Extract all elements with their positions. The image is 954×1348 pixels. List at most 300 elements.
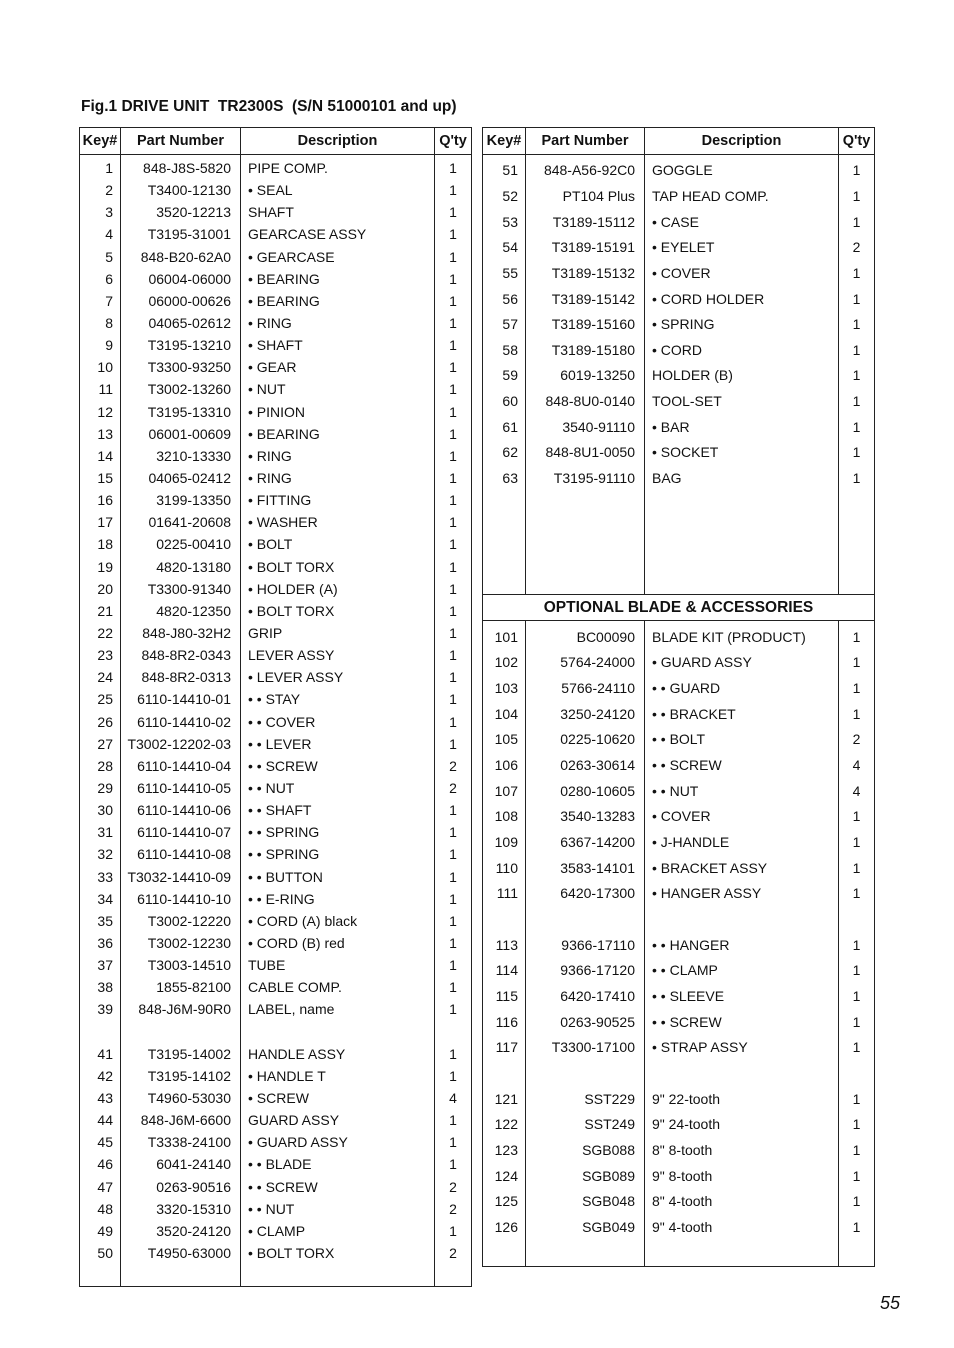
part-number-cell: SGB088: [526, 1137, 645, 1163]
key-cell: 103: [483, 675, 526, 701]
part-number-cell: T3189-15132: [526, 260, 645, 286]
qty-cell: 1: [839, 311, 875, 337]
key-cell: 2: [80, 179, 121, 201]
part-number-cell: T3189-15160: [526, 311, 645, 337]
key-cell: 117: [483, 1034, 526, 1060]
part-number-cell: [526, 906, 645, 932]
description-cell: • • SCREW: [645, 1009, 839, 1035]
table-row: [80, 910, 472, 932]
part-number-cell: 6110-14410-02: [121, 711, 241, 733]
description-cell: • BAR: [645, 414, 839, 440]
part-number-cell: 0225-10620: [526, 727, 645, 753]
filler-cell: [435, 1264, 472, 1287]
key-cell: 35: [80, 910, 121, 932]
table-row: [483, 414, 875, 440]
table-row: [80, 268, 472, 290]
qty-cell: 1: [839, 465, 875, 491]
table-row: [483, 1009, 875, 1035]
description-cell: LEVER ASSY: [241, 644, 435, 666]
description-cell: HOLDER (B): [645, 363, 839, 389]
qty-cell: 1: [435, 378, 472, 400]
part-number-cell: 3250-24120: [526, 701, 645, 727]
key-cell: [483, 906, 526, 932]
description-cell: • GEAR: [241, 356, 435, 378]
part-number-cell: 6110-14410-07: [121, 821, 241, 843]
key-cell: 125: [483, 1188, 526, 1214]
qty-cell: 1: [839, 414, 875, 440]
key-cell: 12: [80, 401, 121, 423]
part-number-cell: SST249: [526, 1111, 645, 1137]
part-number-cell: 6110-14410-08: [121, 843, 241, 865]
part-number-cell: 848-J80-32H2: [121, 622, 241, 644]
key-cell: 7: [80, 290, 121, 312]
description-cell: • J-HANDLE: [645, 829, 839, 855]
description-cell: • BEARING: [241, 268, 435, 290]
table-row: [80, 733, 472, 755]
header-qty: Q'ty: [839, 128, 875, 155]
table-row: [80, 1198, 472, 1220]
description-cell: 9" 4-tooth: [645, 1214, 839, 1240]
key-cell: 122: [483, 1111, 526, 1137]
part-number-cell: SGB089: [526, 1163, 645, 1189]
qty-cell: 1: [435, 201, 472, 223]
table-row: [80, 1043, 472, 1065]
description-cell: 8" 4-tooth: [645, 1188, 839, 1214]
part-number-cell: 0263-30614: [526, 752, 645, 778]
qty-cell: 4: [839, 778, 875, 804]
part-number-cell: [526, 1060, 645, 1086]
filler-cell: [839, 1240, 875, 1267]
qty-cell: 1: [839, 388, 875, 414]
key-cell: [483, 491, 526, 517]
key-cell: 48: [80, 1198, 121, 1220]
table-row: [80, 533, 472, 555]
qty-cell: 1: [435, 843, 472, 865]
parts-table-right: [482, 127, 875, 1267]
description-cell: • RING: [241, 467, 435, 489]
table-row: [483, 1034, 875, 1060]
table-row: [483, 337, 875, 363]
key-cell: 1: [80, 155, 121, 180]
part-number-cell: PT104 Plus: [526, 183, 645, 209]
part-number-cell: T3400-12130: [121, 179, 241, 201]
description-cell: 9" 24-tooth: [645, 1111, 839, 1137]
qty-cell: 1: [839, 829, 875, 855]
key-cell: 57: [483, 311, 526, 337]
key-cell: 38: [80, 976, 121, 998]
qty-cell: 1: [435, 821, 472, 843]
qty-cell: 1: [839, 650, 875, 676]
key-cell: 114: [483, 957, 526, 983]
qty-cell: 1: [839, 1034, 875, 1060]
description-cell: CABLE COMP.: [241, 976, 435, 998]
key-cell: 46: [80, 1153, 121, 1175]
qty-cell: 1: [839, 1111, 875, 1137]
header-key: Key#: [483, 128, 526, 155]
qty-cell: 1: [435, 888, 472, 910]
key-cell: 33: [80, 866, 121, 888]
part-number-cell: 6367-14200: [526, 829, 645, 855]
description-cell: • SHAFT: [241, 334, 435, 356]
qty-cell: 1: [839, 260, 875, 286]
part-number-cell: T3195-91110: [526, 465, 645, 491]
table-header: [483, 128, 875, 155]
part-number-cell: 6110-14410-10: [121, 888, 241, 910]
qty-cell: [839, 517, 875, 543]
description-cell: • GUARD ASSY: [645, 650, 839, 676]
description-cell: [645, 1060, 839, 1086]
part-number-cell: 848-B20-62A0: [121, 246, 241, 268]
qty-cell: 1: [839, 155, 875, 184]
key-cell: 34: [80, 888, 121, 910]
table-row: [483, 621, 875, 650]
qty-cell: 1: [435, 489, 472, 511]
table-row: [483, 155, 875, 184]
part-number-cell: T4950-63000: [121, 1242, 241, 1264]
description-cell: • • BUTTON: [241, 866, 435, 888]
key-cell: 9: [80, 334, 121, 356]
key-cell: 101: [483, 621, 526, 650]
key-cell: 23: [80, 644, 121, 666]
part-number-cell: T3195-13210: [121, 334, 241, 356]
qty-cell: 1: [435, 578, 472, 600]
key-cell: 43: [80, 1087, 121, 1109]
description-cell: • RING: [241, 445, 435, 467]
table-row: [483, 286, 875, 312]
table-row: [483, 440, 875, 466]
description-cell: • CORD (A) black: [241, 910, 435, 932]
qty-cell: 2: [839, 727, 875, 753]
qty-cell: 1: [435, 312, 472, 334]
key-cell: 56: [483, 286, 526, 312]
part-number-cell: 06001-00609: [121, 423, 241, 445]
key-cell: 42: [80, 1065, 121, 1087]
qty-cell: 1: [435, 644, 472, 666]
part-number-cell: SGB049: [526, 1214, 645, 1240]
part-number-cell: 0263-90525: [526, 1009, 645, 1035]
key-cell: 41: [80, 1043, 121, 1065]
qty-cell: 1: [839, 440, 875, 466]
description-cell: GRIP: [241, 622, 435, 644]
qty-cell: 1: [435, 1220, 472, 1242]
qty-cell: 1: [435, 998, 472, 1020]
part-number-cell: 848-8R2-0313: [121, 666, 241, 688]
key-cell: 109: [483, 829, 526, 855]
qty-cell: 1: [435, 423, 472, 445]
part-number-cell: T3338-24100: [121, 1131, 241, 1153]
description-cell: 9" 8-tooth: [645, 1163, 839, 1189]
description-cell: • • NUT: [241, 777, 435, 799]
description-cell: • NUT: [241, 378, 435, 400]
description-cell: • • BRACKET: [645, 701, 839, 727]
part-number-cell: 0280-10605: [526, 778, 645, 804]
description-cell: • • STAY: [241, 688, 435, 710]
table-row: [80, 888, 472, 910]
key-cell: 58: [483, 337, 526, 363]
key-cell: 61: [483, 414, 526, 440]
key-cell: 4: [80, 223, 121, 245]
key-cell: 107: [483, 778, 526, 804]
part-number-cell: BC00090: [526, 621, 645, 650]
description-cell: • BOLT: [241, 533, 435, 555]
part-number-cell: T3002-12220: [121, 910, 241, 932]
key-cell: 62: [483, 440, 526, 466]
key-cell: 121: [483, 1086, 526, 1112]
part-number-cell: 848-J6M-6600: [121, 1109, 241, 1131]
key-cell: 124: [483, 1163, 526, 1189]
qty-cell: 1: [435, 799, 472, 821]
qty-cell: 1: [839, 803, 875, 829]
part-number-cell: 3583-14101: [526, 855, 645, 881]
part-number-cell: 0263-90516: [121, 1175, 241, 1197]
description-cell: • CLAMP: [241, 1220, 435, 1242]
part-number-cell: 3540-13283: [526, 803, 645, 829]
table-row: [80, 556, 472, 578]
description-cell: [645, 906, 839, 932]
table-row: [80, 1065, 472, 1087]
header-description: Description: [645, 128, 839, 155]
key-cell: 6: [80, 268, 121, 290]
part-number-cell: T3002-12202-03: [121, 733, 241, 755]
description-cell: [645, 542, 839, 568]
key-cell: 108: [483, 803, 526, 829]
description-cell: • • GUARD: [645, 675, 839, 701]
key-cell: [483, 1060, 526, 1086]
qty-cell: 1: [839, 621, 875, 650]
key-cell: 28: [80, 755, 121, 777]
key-cell: 22: [80, 622, 121, 644]
key-cell: 19: [80, 556, 121, 578]
qty-cell: 2: [435, 1242, 472, 1264]
key-cell: 110: [483, 855, 526, 881]
qty-cell: 1: [435, 954, 472, 976]
table-row: [483, 311, 875, 337]
description-cell: • BEARING: [241, 423, 435, 445]
table-row: [80, 1020, 472, 1042]
key-cell: 126: [483, 1214, 526, 1240]
key-cell: 47: [80, 1175, 121, 1197]
description-cell: PIPE COMP.: [241, 155, 435, 180]
table-row: [483, 517, 875, 543]
key-cell: 115: [483, 983, 526, 1009]
part-number-cell: 5764-24000: [526, 650, 645, 676]
description-cell: [241, 1020, 435, 1042]
qty-cell: 1: [435, 932, 472, 954]
qty-cell: 2: [839, 234, 875, 260]
key-cell: 30: [80, 799, 121, 821]
filler-cell: [80, 1264, 121, 1287]
description-cell: • COVER: [645, 803, 839, 829]
part-number-cell: [121, 1020, 241, 1042]
part-number-cell: 06000-00626: [121, 290, 241, 312]
key-cell: 27: [80, 733, 121, 755]
description-cell: HANDLE ASSY: [241, 1043, 435, 1065]
section-header-row: [483, 594, 875, 621]
qty-cell: [839, 491, 875, 517]
part-number-cell: 848-A56-92C0: [526, 155, 645, 184]
table-row: [483, 209, 875, 235]
qty-cell: 1: [839, 337, 875, 363]
description-cell: • HANDLE T: [241, 1065, 435, 1087]
table-row: [80, 1153, 472, 1175]
description-cell: • • SLEEVE: [645, 983, 839, 1009]
description-cell: • • SCREW: [645, 752, 839, 778]
table-row: [80, 622, 472, 644]
description-cell: • HANGER ASSY: [645, 880, 839, 906]
part-number-cell: 6110-14410-04: [121, 755, 241, 777]
description-cell: • • SCREW: [241, 1175, 435, 1197]
part-number-cell: 3540-91110: [526, 414, 645, 440]
part-number-cell: T3189-15180: [526, 337, 645, 363]
description-cell: • • SHAFT: [241, 799, 435, 821]
part-number-cell: T3195-14002: [121, 1043, 241, 1065]
table-row: [483, 1214, 875, 1240]
table-row: [483, 701, 875, 727]
part-number-cell: 6110-14410-06: [121, 799, 241, 821]
table-row: [80, 932, 472, 954]
description-cell: • HOLDER (A): [241, 578, 435, 600]
qty-cell: [839, 906, 875, 932]
part-number-cell: 6420-17410: [526, 983, 645, 1009]
table-row: [80, 179, 472, 201]
filler-cell: [526, 1240, 645, 1267]
qty-cell: 2: [435, 777, 472, 799]
key-cell: 25: [80, 688, 121, 710]
qty-cell: [839, 568, 875, 594]
description-cell: • GUARD ASSY: [241, 1131, 435, 1153]
qty-cell: 1: [435, 246, 472, 268]
page-number: 55: [880, 1293, 901, 1313]
qty-cell: 1: [435, 976, 472, 998]
key-cell: [483, 542, 526, 568]
table-row: [483, 1163, 875, 1189]
qty-cell: 1: [839, 1214, 875, 1240]
part-number-cell: T3300-93250: [121, 356, 241, 378]
key-cell: 24: [80, 666, 121, 688]
description-cell: • CORD: [645, 337, 839, 363]
key-cell: 17: [80, 511, 121, 533]
table-row: [80, 401, 472, 423]
part-number-cell: 6420-17300: [526, 880, 645, 906]
part-number-cell: 848-J8S-5820: [121, 155, 241, 180]
key-cell: 15: [80, 467, 121, 489]
description-cell: BAG: [645, 465, 839, 491]
table-row: [80, 290, 472, 312]
description-cell: GEARCASE ASSY: [241, 223, 435, 245]
qty-cell: 4: [839, 752, 875, 778]
qty-cell: 1: [435, 733, 472, 755]
description-cell: • SCREW: [241, 1087, 435, 1109]
table-row: [80, 511, 472, 533]
table-row: [483, 957, 875, 983]
part-number-cell: T3032-14410-09: [121, 866, 241, 888]
qty-cell: 2: [435, 1175, 472, 1197]
qty-cell: [839, 542, 875, 568]
header-qty: Q'ty: [435, 128, 472, 155]
description-cell: BLADE KIT (PRODUCT): [645, 621, 839, 650]
table-row: [483, 932, 875, 958]
part-number-cell: SST229: [526, 1086, 645, 1112]
description-cell: • GEARCASE: [241, 246, 435, 268]
table-row: [80, 998, 472, 1020]
qty-cell: 1: [435, 290, 472, 312]
parts-table-left: [79, 127, 472, 1287]
filler-cell: [241, 1264, 435, 1287]
description-cell: • LEVER ASSY: [241, 666, 435, 688]
part-number-cell: 1855-82100: [121, 976, 241, 998]
key-cell: 14: [80, 445, 121, 467]
table-row: [483, 183, 875, 209]
key-cell: 116: [483, 1009, 526, 1035]
key-cell: 3: [80, 201, 121, 223]
description-cell: LABEL, name: [241, 998, 435, 1020]
part-number-cell: 06004-06000: [121, 268, 241, 290]
description-cell: • • COVER: [241, 711, 435, 733]
table-row: [483, 1060, 875, 1086]
part-number-cell: 3520-12213: [121, 201, 241, 223]
part-number-cell: [526, 568, 645, 594]
table-row: [483, 855, 875, 881]
qty-cell: 1: [435, 866, 472, 888]
header-key: Key#: [80, 128, 121, 155]
description-cell: TOOL-SET: [645, 388, 839, 414]
qty-cell: 1: [435, 445, 472, 467]
qty-cell: 4: [435, 1087, 472, 1109]
header-part-number: Part Number: [526, 128, 645, 155]
description-cell: [645, 517, 839, 543]
qty-cell: 1: [435, 622, 472, 644]
qty-cell: 1: [839, 932, 875, 958]
table-row: [483, 650, 875, 676]
table-row: [80, 223, 472, 245]
table-row: [80, 1087, 472, 1109]
table-row: [80, 1220, 472, 1242]
table-row: [80, 1175, 472, 1197]
key-cell: [483, 517, 526, 543]
key-cell: 13: [80, 423, 121, 445]
part-number-cell: T3189-15191: [526, 234, 645, 260]
part-number-cell: 6019-13250: [526, 363, 645, 389]
description-cell: • BOLT TORX: [241, 556, 435, 578]
key-cell: 104: [483, 701, 526, 727]
key-cell: 51: [483, 155, 526, 184]
qty-cell: 1: [435, 179, 472, 201]
qty-cell: 1: [435, 356, 472, 378]
table-row: [80, 666, 472, 688]
qty-cell: 1: [435, 1065, 472, 1087]
part-number-cell: 04065-02412: [121, 467, 241, 489]
table-row: [483, 1188, 875, 1214]
qty-cell: [839, 1060, 875, 1086]
table-row: [483, 803, 875, 829]
key-cell: 45: [80, 1131, 121, 1153]
key-cell: 37: [80, 954, 121, 976]
description-cell: 9" 22-tooth: [645, 1086, 839, 1112]
description-cell: GOGGLE: [645, 155, 839, 184]
qty-cell: 1: [839, 1188, 875, 1214]
table-row: [483, 363, 875, 389]
qty-cell: [435, 1020, 472, 1042]
description-cell: • SOCKET: [645, 440, 839, 466]
key-cell: 21: [80, 600, 121, 622]
description-cell: • CASE: [645, 209, 839, 235]
key-cell: [483, 568, 526, 594]
qty-cell: 2: [435, 1198, 472, 1220]
qty-cell: 1: [839, 957, 875, 983]
part-number-cell: T3300-91340: [121, 578, 241, 600]
qty-cell: 2: [435, 755, 472, 777]
key-cell: 32: [80, 843, 121, 865]
